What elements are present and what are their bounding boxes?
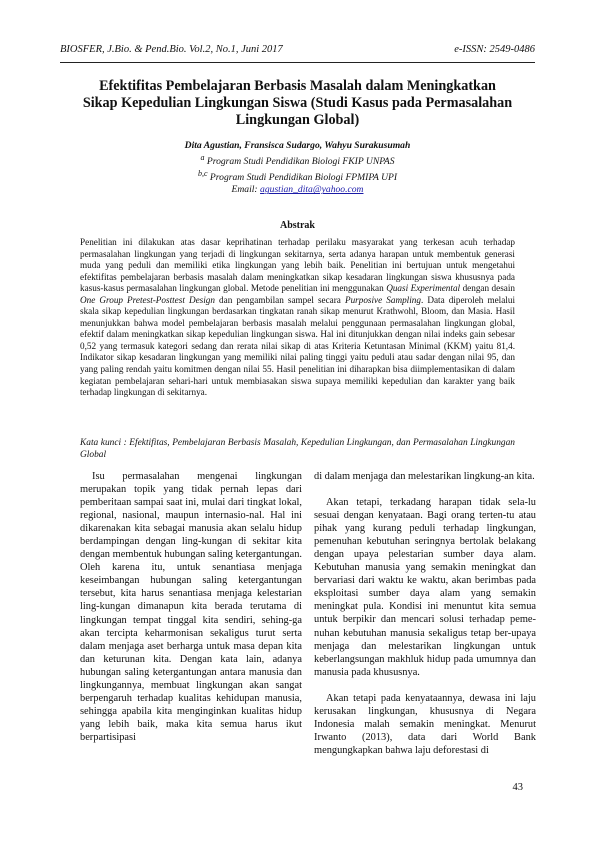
paragraph: di dalam menjaga dan melestarikan lingkung-an kita. [314, 471, 535, 482]
paper-title: Efektifitas Pembelajaran Berbasis Masalah dalam Meningkatkan Sikap Kepedulian Lingkungan Siswa (Studi Kasus pada Permasalahan Lingkungan Global) [82, 78, 513, 128]
page-number: 43 [512, 782, 523, 793]
journal-info: BIOSFER, J.Bio. & Pend.Bio. Vol.2, No.1, Juni 2017 [60, 44, 283, 55]
author-names: Dita Agustian, Fransisca Sudargo, Wahyu Surakusumah [184, 140, 411, 151]
body-column-left [80, 470, 302, 744]
affiliation-a: $^a$ Program Studi Pendidikan Biologi FKIP UNPAS [200, 153, 395, 168]
author-block [60, 140, 535, 196]
abstract-text: Penelitian ini dilakukan atas dasar keprihatinan terhadap perilaku masyarakat yang terkesan acuh terhadap permasalahan lingkungan yang terjadi di lingkungan sekitarnya, serta adanya harapan untuk membentuk generasi muda yang peduli dan memiliki etika lingkungan yang lebih baik. Penelitian ini bertujuan untuk mengetahui efektifitas pembelajaran berbasis masalah dalam meningkatkan sikap kesadaran lingkungan siswa khususnya pada kasus-kasus permasalahan lingkungan global. Metode penelitian ini menggunakan Quasi Experimental dengan desain One Group Pretest-Posttest Design dan pengambilan sampel secara Purposive Sampling. Data diperoleh melalui skala sikap kepedulian lingkungan berdasarkan tingkatan ranah sikap menurut Krathwohl, Bloom, dan Masia. Hasil menunjukkan bahwa model pembelajaran berbasis masalah melalui penggunaan permasalahan lingkungan global, efektif dalam meningkatkan sikap kepedulian lingkungan siswa. Hal ini ditunjukkan dengan nilai indeks gain sebesar 0,52 yang termasuk kategori sedang dan rerata nilai sikap di atas Kriteria Ketuntasan Minimal (KKM) yaitu 81,4. Indikator sikap kesadaran lingkungan yang memiliki nilai paling tinggi yaitu peduli atau sadar dengan nilai 95, dan yang paling rendah yaitu komitmen dengan nilai 55. Hasil penelitian ini diharapkan bisa diimplementasikan di dalam kegiatan pembelajaran sehari-hari untuk membiasakan siswa supaya memiliki kepedulian dan karakter yang baik terhadap lingkungan di sekitarnya. [80, 237, 516, 398]
email-link[interactable]: agustian_dita@yahoo.com [260, 184, 364, 196]
header-rule [60, 62, 535, 63]
affiliation-bc: $^{b,c}$ Program Studi Pendidikan Biologi FPMIPA UPI [197, 169, 398, 184]
paragraph: Akan tetapi pada kenyataannya, dewasa ini laju kerusakan lingkungan, khususnya di Negara Indonesia malah semakin meningkat. Menurut Irwanto (2013), data dari World Bank mengungkapkan bahwa laju deforestasi di [314, 692, 536, 756]
paragraph: Akan tetapi, terkadang harapan tidak sela-lu sesuai dengan kenyataan. Bagi orang terten-tu atau pihak yang kurang peduli terhadap lingkungan, pemenuhan kebutuhan seringnya bertolak belakang dengan upaya pelestarian sumber daya alam. Kebutuhan manusia yang semakin meningkat dan bervariasi dari waktu ke waktu, akan berimbas pada eksploitasi sumber daya alam yang semakin meningkat pula. Kondisi ini menuntut kita semua untuk berpikir dan mencari solusi terhadap peme-nuhan kebutuhan manusia sekaligus tetap ber-upaya menjaga dan melestarikan lingkungan untuk keberlangsungan makhluk hidup pada umumnya dan manusia pada khususnya. [314, 497, 536, 678]
author-email: Email: agustian_dita@yahoo.com [231, 184, 364, 196]
issn: e-ISSN: 2549-0486 [454, 44, 535, 55]
running-header [60, 44, 535, 58]
body-column-right [314, 470, 536, 757]
keywords: Kata kunci : Efektifitas, Pembelajaran Berbasis Masalah, Kepedulian Lingkungan, dan Permasalahan Lingkungan Global [80, 438, 515, 460]
abstract-heading: Abstrak [279, 220, 315, 231]
paragraph: Isu permasalahan mengenai lingkungan merupakan topik yang tidak pernah lepas dari pemberitaan sampai saat ini, mulai dari tingkat lokal, regional, nasional, maupun internasio-nal. Hal ini dikarenakan kita sebagai manusia akan selalu hidup berdampingan dengan ling-kungan di sekitar kita dengan membentuk hubungan saling ketergantungan. Oleh karena itu, untuk senantiasa menjaga keseimbangan hubungan saling ketergantungan tersebut, kita harus senantiasa menjaga kelestarian ling-kungan dimanapun kita berada terutama di lingkungan tempat tinggal kita sendiri, sehing-ga akan tercipta keharmonisan sekaligus turut serta dalam menjaga aset berharga untuk masa depan kita dan keturunan kita. Dengan kata lain, adanya hubungan saling ketergantungan antara manusia dan lingkungannya, membuat lingkungan akan sangat berpengaruh terhadap kualitas kehidupan manusia, sehingga apabila kita menginginkan kualitas hidup yang lebih baik, maka kita semua harus ikut berpartisipasi [80, 471, 302, 743]
